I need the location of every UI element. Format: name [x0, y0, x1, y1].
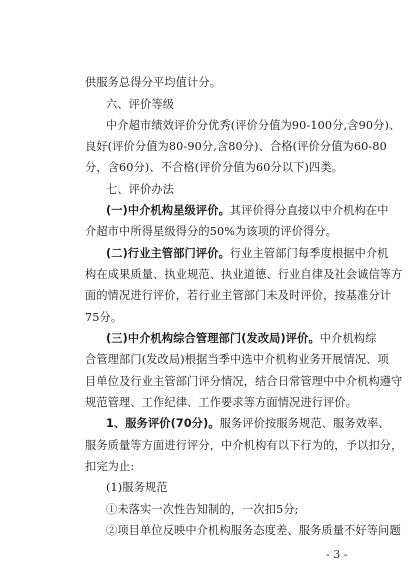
text-line: 规范管理、工作纪律、工作要求等方面情况进行评价。: [85, 396, 358, 409]
bold-lead: (三)中介机构综合管理部门(发改局)评价。: [106, 332, 320, 345]
subheading: (1)服务规范: [106, 481, 168, 494]
text-line: 供服务总得分平均值计分。: [85, 76, 222, 89]
text-line: 扣完为止:: [85, 460, 135, 473]
paragraph-start: (三)中介机构综合管理部门(发改局)评价。中介机构综: [106, 332, 377, 345]
section-heading-7: 七、评价办法: [106, 183, 175, 196]
bold-lead: 1、服务评价(70分)。: [106, 417, 220, 430]
text-line: 分，含60分)、不合格(评价分值为60分以下)四类。: [85, 161, 344, 174]
list-item: ①未落实一次性告知制的，一次扣5分;: [106, 503, 299, 516]
text-line: 75分。: [85, 311, 123, 324]
text-line: 目单位及行业主管部门评分情况，结合日常管理中中介机构遵守: [85, 375, 403, 388]
list-item: ②项目单位反映中介机构服务态度差、服务质量不好等问题: [106, 524, 401, 537]
paragraph-start: 1、服务评价(70分)。服务评价按服务规范、服务效率、: [106, 417, 390, 430]
text-line: 面的情况进行评价，若行业主管部门未及时评价，按基准分计: [85, 289, 392, 302]
text-line: 服务质量等方面进行评分，中介机构有以下行为的，予以扣分，: [85, 439, 403, 452]
paragraph-start: (二)行业主管部门评价。行业主管部门每季度根据中介机: [106, 247, 389, 260]
text-line: 介超市中所得星级得分的50%为该项的评价得分。: [85, 225, 338, 238]
text-line: 良好(评价分值为80-90分,含80分)、合格(评价分值为60-80: [85, 140, 387, 153]
text-line: 合管理部门(发改局)根据当季中选中介机构业务开展情况、项: [85, 353, 389, 366]
bold-lead: (二)行业主管部门评价。: [106, 247, 230, 260]
bold-lead: (一)中介机构星级评价。: [106, 204, 230, 217]
page-number: - 3 -: [326, 548, 348, 561]
paragraph-start: (一)中介机构星级评价。其评价得分直接以中介机构在中: [106, 204, 389, 217]
text-line: 构在成果质量、执业规范、执业道德、行业自律及社会诚信等方: [85, 268, 403, 281]
section-heading-6: 六、评价等级: [106, 98, 175, 111]
text-line: 中介超市绩效评价分优秀(评价分值为90-100分,含90分)、: [106, 119, 401, 132]
